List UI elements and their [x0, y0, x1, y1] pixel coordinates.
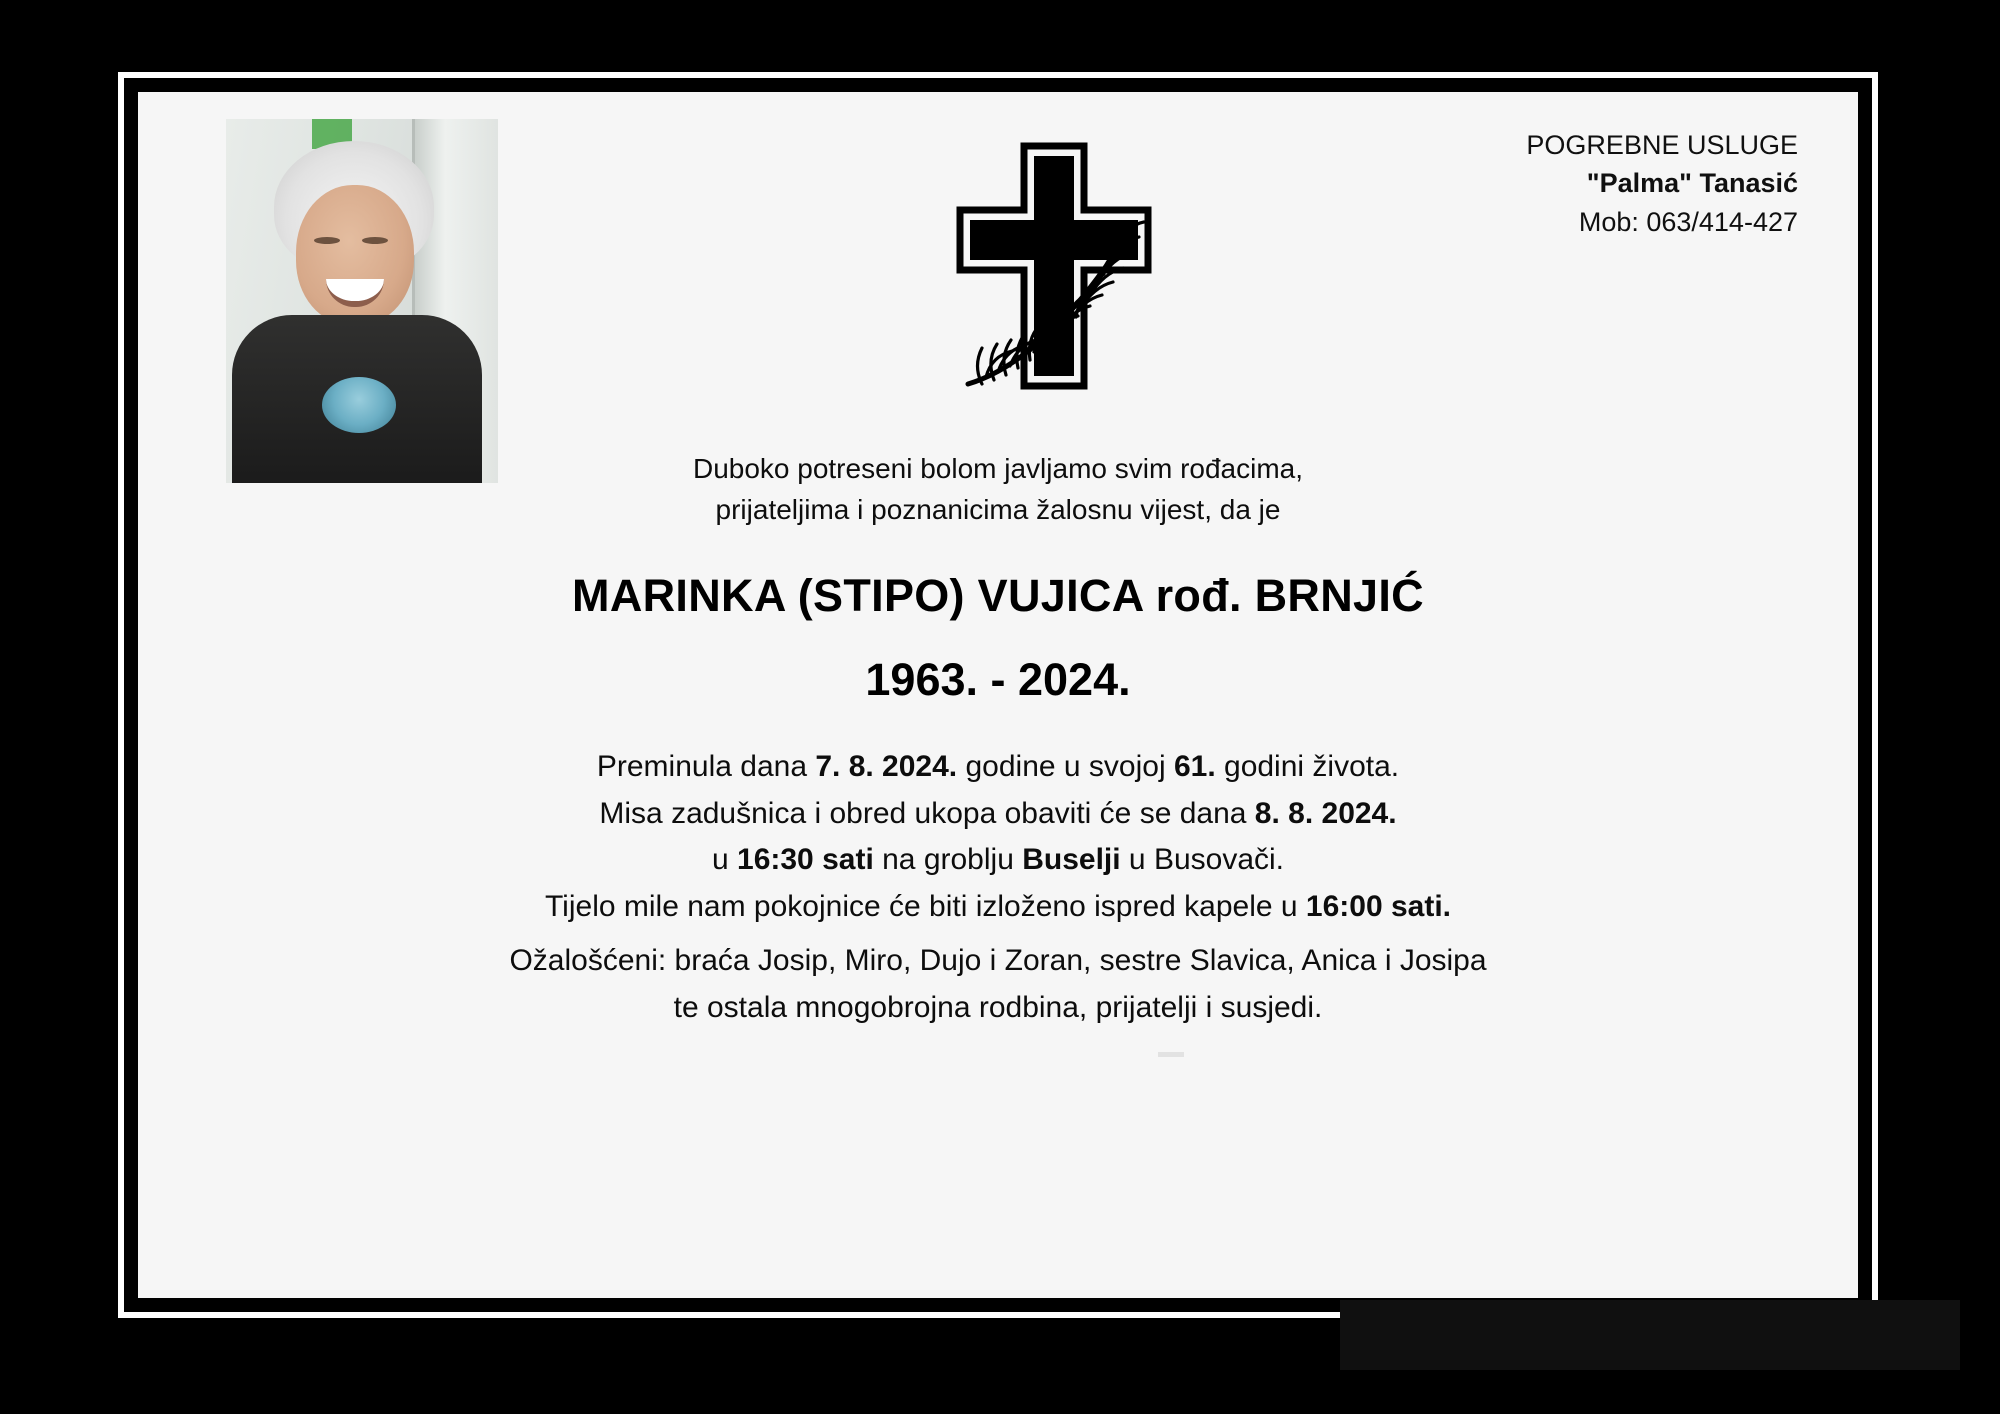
- age: 61.: [1173, 750, 1216, 783]
- funeral-details: [138, 744, 1858, 930]
- details-line-3-c: na groblju: [873, 843, 1023, 876]
- portrait-eye-left: [314, 237, 340, 244]
- viewing-time: 16:00 sati.: [1305, 889, 1452, 923]
- photo-edge-shadow: [1340, 1300, 1960, 1370]
- details-line-1-c: godine u svojoj: [957, 750, 1174, 783]
- details-line-4-a: Tijelo mile nam pokojnice će biti izloženo ispred kapele u: [544, 889, 1306, 923]
- details-line-2-a: Misa zadušnica i obred ukopa obaviti će se dana: [599, 796, 1255, 830]
- details-line-3: [138, 837, 1858, 884]
- funeral-date: 8. 8. 2024.: [1254, 796, 1397, 830]
- service-label: POGREBNE USLUGE: [1526, 130, 1798, 160]
- details-line-3-e: u Busovači.: [1120, 843, 1285, 876]
- paper-mark: [1158, 1052, 1184, 1057]
- portrait-necklace: [322, 377, 396, 433]
- details-line-3-a: u: [711, 843, 738, 876]
- mourners-line-1: Ožalošćeni: braća Josip, Miro, Dujo i Zoran, sestre Slavica, Anica i Josipa: [509, 944, 1487, 977]
- mourning-frame-outer: [118, 72, 1878, 1318]
- details-line-1: [138, 744, 1858, 791]
- cemetery-name: Buselji: [1022, 843, 1121, 876]
- details-line-4: [138, 884, 1858, 931]
- intro-line-1: Duboko potreseni bolom javljamo svim rođacima,: [692, 453, 1304, 484]
- obituary-card: [138, 92, 1858, 1298]
- date-of-death: 7. 8. 2024.: [815, 750, 958, 783]
- mourners-text: [138, 938, 1858, 1031]
- deceased-portrait-photo: [226, 119, 498, 483]
- mourners-line-2: te ostala mnogobrojna rodbina, prijatelji i susjedi.: [673, 990, 1323, 1024]
- deceased-years: 1963. - 2024.: [865, 654, 1131, 705]
- details-line-1-a: Preminula dana: [596, 750, 816, 783]
- funeral-time: 16:30 sati: [737, 843, 874, 876]
- mourning-frame-inner: [124, 78, 1872, 1312]
- portrait-eye-right: [362, 237, 388, 244]
- deceased-name: MARINKA (STIPO) VUJICA rođ. BRNJIĆ: [572, 570, 1424, 621]
- service-name: "Palma" Tanasić: [1586, 168, 1798, 199]
- details-line-2: [138, 791, 1858, 838]
- cross-and-palm-icon: [946, 134, 1186, 404]
- funeral-service-block: [1526, 126, 1798, 241]
- intro-line-2: prijateljima i poznanicima žalosnu vijest, da je: [715, 494, 1281, 526]
- intro-text: [138, 448, 1858, 531]
- details-line-1-e: godini života.: [1215, 750, 1400, 783]
- service-phone: Mob: 063/414-427: [1578, 206, 1798, 237]
